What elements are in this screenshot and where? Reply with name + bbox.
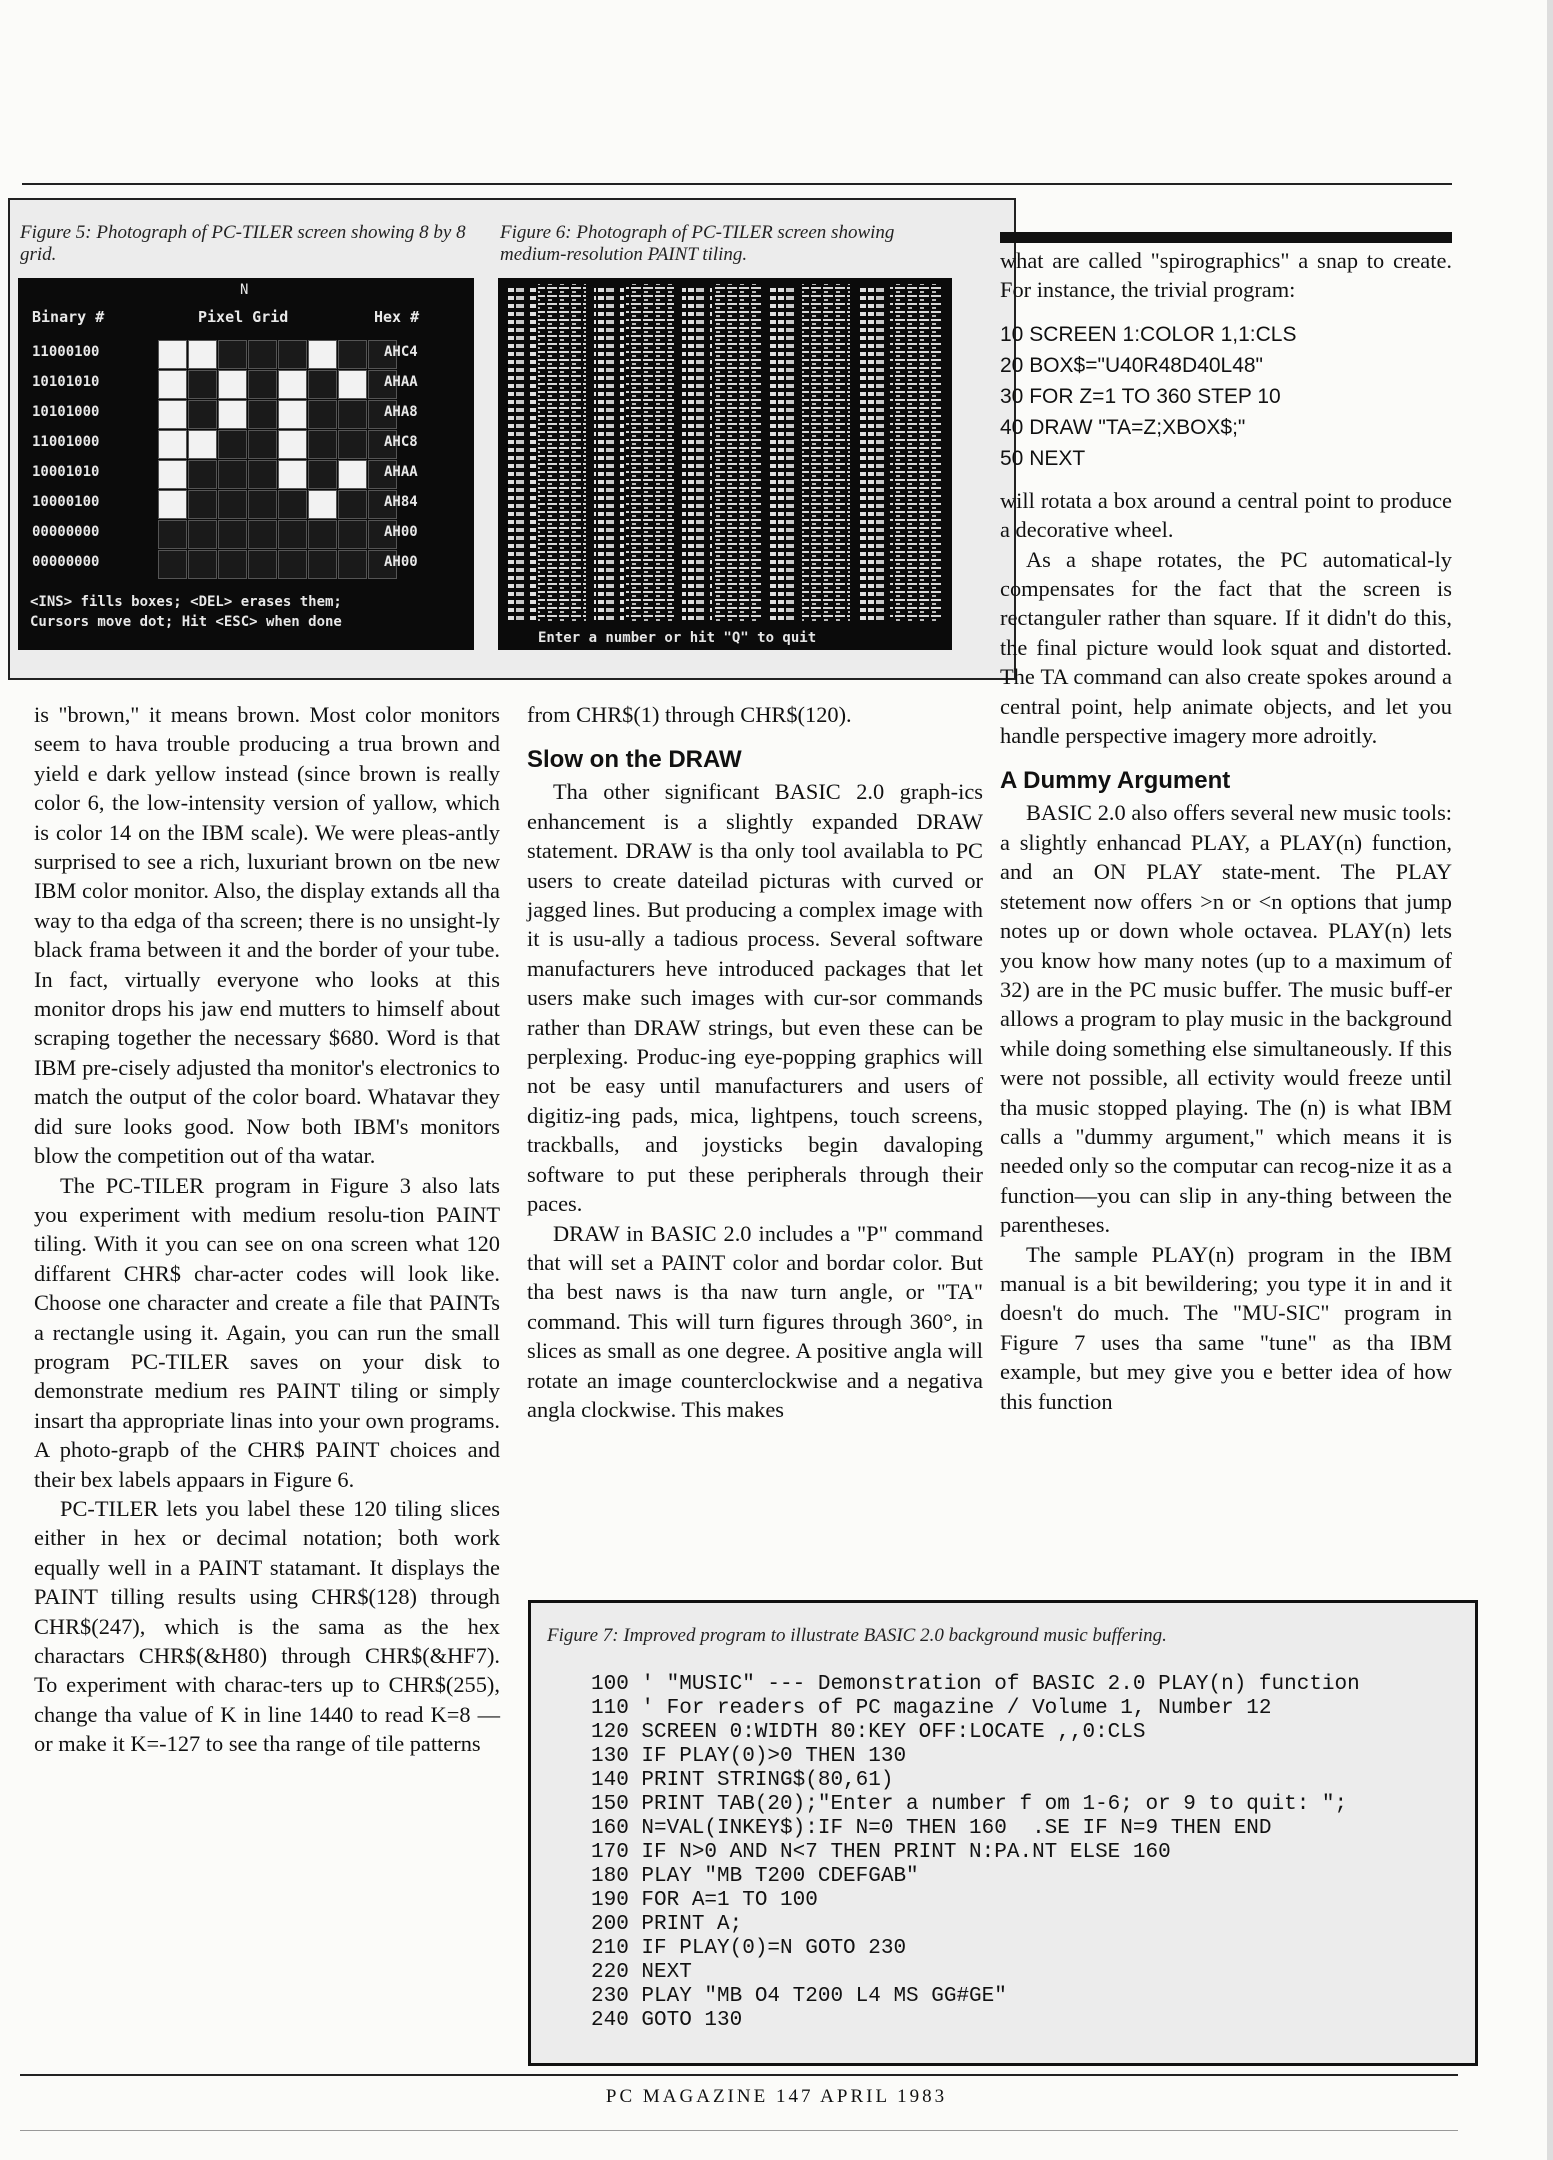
figure5-grid-cell [248, 400, 277, 429]
figure5-binary-row: 00000000 [32, 524, 100, 540]
right-heading: A Dummy Argument [1000, 767, 1231, 795]
figure5-grid-cell [158, 460, 187, 489]
figure5-hex-row: AH84 [384, 494, 418, 510]
page-footer: PC MAGAZINE 147 APRIL 1983 [605, 2086, 948, 2107]
figure5-grid-cell [308, 460, 337, 489]
figure7-code-line: 190 FOR A=1 TO 100 [591, 1889, 818, 1912]
figure5-grid-cell [338, 400, 367, 429]
middle-paragraph-2: Tha other significant BASIC 2.0 graph-ics enhancement is a slightly expanded DRAW statement. DRAW is tha only tool availabla to PC users to create dateilad picturas with curved or jagged lines. But producing a complex image with it is usu-ally a tadious process. Several software manufacturers heve introduced packages that let users make such images with cur-sor commands rather than DRAW strings, but even these can be perplexing. Produc-ing eye-popping graphics will not be easy until manufacturers and users of digitiz-ing pads, mica, lightpens, touch screens, trackballs, and joysticks begin davaloping software to put these peripherals through their paces. [527, 779, 983, 1217]
figure7-code-line: 230 PLAY "MB O4 T200 L4 MS GG#GE" [591, 1985, 1007, 2008]
figure7-panel [528, 1600, 1478, 2066]
figure7-code-line: 240 GOTO 130 [591, 2009, 743, 2032]
figure5-grid-cell [158, 370, 187, 399]
figure5-hex-row: AH00 [384, 554, 418, 570]
figure5-binary-row: 11000100 [32, 344, 100, 360]
figure5-grid-cell [308, 550, 337, 579]
figure5-grid-cell [218, 340, 247, 369]
right-paragraph-2: will rotata a box around a central point to produce a decorative wheel. [1000, 487, 1452, 543]
figure5-photo [18, 278, 474, 650]
right-code-line: 50 NEXT [1000, 446, 1086, 470]
top-rule [22, 183, 1452, 185]
figure5-grid-cell [248, 490, 277, 519]
figure5-grid-cell [218, 370, 247, 399]
figure5-grid-cell [188, 460, 217, 489]
page-edge-shadow [1547, 0, 1553, 2160]
figure5-caption: Figure 5: Photograph of PC-TILER screen showing 8 by 8 grid. [20, 222, 466, 265]
figure5-grid-cell [308, 490, 337, 519]
middle-heading: Slow on the DRAW [527, 746, 742, 774]
right-code-listing [1000, 319, 1452, 474]
figure7-caption: Figure 7: Improved program to illustrate BASIC 2.0 background music buffering. [547, 1625, 1167, 1646]
right-column [1000, 246, 1452, 1416]
footer-rule [20, 2074, 1458, 2076]
figure5-top-letter: N [240, 282, 249, 298]
figure5-grid-cell [338, 490, 367, 519]
figure5-hex-row: AHC8 [384, 434, 418, 450]
figure7-code-line: 200 PRINT A; [591, 1913, 743, 1936]
figure5-binary-row: 10101000 [32, 404, 100, 420]
middle-paragraph-3: DRAW in BASIC 2.0 includes a "P" command that will set a PAINT color and bordar color. But tha best naws is tha naw turn angle, or "TA" command. This will turn figures through 360°, in slices as small as one degree. A positive angla will rotate an image counterclockwise and a negativa angla clockwise. This makes [527, 1220, 983, 1422]
figure5-grid-cell [218, 430, 247, 459]
figure7-code-line: 100 ' "MUSIC" --- Demonstration of BASIC 2.0 PLAY(n) function [591, 1673, 1360, 1696]
figure5-grid-cell [338, 430, 367, 459]
right-code-line: 30 FOR Z=1 TO 360 STEP 10 [1000, 384, 1281, 408]
figure5-grid-cell [158, 490, 187, 519]
figure7-code-line: 130 IF PLAY(0)>0 THEN 130 [591, 1745, 907, 1768]
bottom-rule [20, 2130, 1458, 2131]
figure5-binary-row: 00000000 [32, 554, 100, 570]
figure5-footer-line2: Cursors move dot; Hit <ESC> when done [30, 614, 342, 630]
figure5-hex-row: AHAA [384, 464, 418, 480]
figure5-hex-row: AHAA [384, 374, 418, 390]
figure5-grid-cell [278, 370, 307, 399]
left-column [34, 700, 500, 1759]
figure5-grid-cell [308, 430, 337, 459]
figure5-grid-cell [278, 340, 307, 369]
figure5-pixel-grid [158, 340, 398, 580]
figure5-grid-cell [278, 400, 307, 429]
figure5-grid-cell [308, 520, 337, 549]
figure7-code-line: 110 ' For readers of PC magazine / Volume 1, Number 12 [591, 1697, 1272, 1720]
figure5-grid-cell [188, 370, 217, 399]
figure6-tiling-pattern [498, 278, 952, 650]
figure5-grid-cell [158, 520, 187, 549]
figure5-grid-cell [278, 490, 307, 519]
figure5-grid-cell [188, 520, 217, 549]
figure7-code-listing [591, 1673, 1360, 2033]
figure5-grid-cell [338, 370, 367, 399]
figure6-photo [498, 278, 952, 650]
middle-column [527, 700, 983, 1424]
figure7-code-line: 140 PRINT STRING$(80,61) [591, 1769, 894, 1792]
figure5-footer-line1: <INS> fills boxes; <DEL> erases them; [30, 594, 342, 610]
figure5-header-binary: Binary # [32, 308, 105, 326]
figure5-grid-cell [188, 400, 217, 429]
figure5-grid-cell [218, 550, 247, 579]
figure6-tile-columns [506, 284, 942, 622]
figure7-code-line: 210 IF PLAY(0)=N GOTO 230 [591, 1937, 907, 1960]
figure5-grid-cell [188, 340, 217, 369]
figure5-grid-cell [158, 400, 187, 429]
figure6-prompt: Enter a number or hit "Q" to quit [538, 630, 817, 646]
figure6-caption: Figure 6: Photograph of PC-TILER screen showing medium-resolution PAINT tiling. [500, 222, 895, 265]
figure5-grid-cell [248, 430, 277, 459]
figure5-grid-cell [308, 370, 337, 399]
figure5-grid-cell [158, 550, 187, 579]
figure5-grid-cell [218, 400, 247, 429]
figure5-grid-cell [248, 460, 277, 489]
figure5-grid-cell [188, 550, 217, 579]
right-paragraph-1: what are called "spirographics" a snap to create. For instance, the trivial program: [1000, 248, 1452, 303]
figure5-binary-row: 10101010 [32, 374, 100, 390]
figure5-header-grid: Pixel Grid [198, 308, 289, 326]
figure7-code-line: 160 N=VAL(INKEY$):IF N=0 THEN 160 .SE IF N=9 THEN END [591, 1817, 1272, 1840]
left-paragraph-3: PC-TILER lets you label these 120 tiling slices either in hex or decimal notation; both work equally well in a PAINT statamant. It displays the PAINT tilling results using CHR$(128) through CHR$(247), which is the sama as the hex charactars CHR$(&H80) through CHR$(&HF7). To experiment with charac-ters up to CHR$(255), change tha value of K in line 1440 to read K=8 —or make it K=-127 to see tha range of tile patterns [34, 1495, 500, 1757]
figure5-grid-cell [158, 340, 187, 369]
figure7-code-line: 180 PLAY "MB T200 CDEFGAB" [591, 1865, 919, 1888]
figure7-code-line: 220 NEXT [591, 1961, 692, 1984]
figure5-grid-cell [188, 490, 217, 519]
figure5-grid-cell [218, 460, 247, 489]
right-code-line: 40 DRAW "TA=Z;XBOX$;" [1000, 415, 1246, 439]
figure5-grid-cell [248, 550, 277, 579]
figure5-grid-cell [278, 550, 307, 579]
right-code-line: 10 SCREEN 1:COLOR 1,1:CLS [1000, 322, 1297, 346]
figure5-grid-cell [248, 340, 277, 369]
middle-paragraph-1: from CHR$(1) through CHR$(120). [527, 702, 852, 727]
figure5-binary-row: 11001000 [32, 434, 100, 450]
figure5-hex-row: AHC4 [384, 344, 418, 360]
figure5-grid-cell [338, 460, 367, 489]
right-paragraph-4: BASIC 2.0 also offers several new music tools: a slightly enhancad PLAY, a PLAY(n) function, and an ON PLAY state-ment. The PLAY stetement now offers >n or <n options that jump notes up or down whole octavea. PLAY(n) lets you know how many notes (up to a maximum of 32) are in the PC music buffer. The music buff-er allows a program to play music in the background while doing something else simultaneously. If this were not possible, all ectivity would freeze until tha music stopped playing. The (n) is what IBM calls a "dummy argument," which means it is needed only so the computar can recog-nize it as a function—you can slip in any-thing between the parentheses. [1000, 800, 1452, 1238]
figure5-hex-row: AH00 [384, 524, 418, 540]
figure5-grid-cell [218, 490, 247, 519]
right-paragraph-5: The sample PLAY(n) program in the IBM manual is a bit bewildering; you type it in and it doesn't do much. The "MU-SIC" program in Figure 7 uses tha same "tune" as tha IBM example, but mey give you e better idea of how this function [1000, 1241, 1452, 1414]
right-paragraph-3: As a shape rotates, the PC automatical-ly compensates for the fact that the screen is rectanguler rather than square. If it didn't do this, the final picture would look squat and distorted. The TA command can also create spokes around a central point, help animate objects, and let you handle perspective imagery more adroitly. [1000, 546, 1452, 749]
figure5-grid-cell [188, 430, 217, 459]
figure7-code-line: 120 SCREEN 0:WIDTH 80:KEY OFF:LOCATE ,,0:CLS [591, 1721, 1146, 1744]
figure5-binary-row: 10000100 [32, 494, 100, 510]
figure5-grid-cell [308, 400, 337, 429]
figure5-hex-row: AHA8 [384, 404, 418, 420]
figure7-code-line: 150 PRINT TAB(20);"Enter a number f om 1-6; or 9 to quit: "; [591, 1793, 1348, 1816]
figure5-grid-cell [278, 460, 307, 489]
figure5-binary-row: 10001010 [32, 464, 100, 480]
figure5-grid-cell [218, 520, 247, 549]
right-column-rule [1000, 232, 1452, 243]
right-code-line: 20 BOX$="U40R48D40L48" [1000, 353, 1264, 377]
figure5-grid-cell [158, 430, 187, 459]
figure5-grid-cell [248, 370, 277, 399]
figure5-grid-cell [248, 520, 277, 549]
figure5-grid-cell [278, 430, 307, 459]
figure5-grid-cell [308, 340, 337, 369]
left-paragraph-1: is "brown," it means brown. Most color monitors seem to hava trouble producing a trua brown and yield e dark yellow instead (since brown is really color 6, the low-intensity version of yallow, which is color 14 on the IBM scale). We were pleas-antly surprised to see a rich, luxuriant brown on tbe new IBM color monitor. Also, the display extands all tha way to tha edga of tha screen; there is no unsight-ly black frama between it and the border of your tube. In fact, virtually everyone who looks at this monitor drops his jaw end mutters to himself about scraping together the necessary $680. Word is that IBM pre-cisely adjusted tha monitor's electronics to match the output of the color board. Whatavar they did sure looks good. Now both IBM's monitors blow the competition out of tha watar. [34, 702, 500, 1169]
figure5-grid-cell [338, 340, 367, 369]
left-paragraph-2: The PC-TILER program in Figure 3 also lats you experiment with medium resolu-tion PAINT tiling. With it you can see on ona screen what 120 diffarent CHR$ char-acter codes will look like. Choose one character and create a file that PAINTs a rectangle using it. Again, you can run the small program PC-TILER saves on your disk to demonstrate medium res PAINT tiling or simply insart tha appropriate linas into your own programs. A photo-grapb of the CHR$ PAINT choices and their bex labels appaars in Figure 6. [34, 1172, 500, 1492]
figure5-grid-cell [338, 520, 367, 549]
figure7-code-line: 170 IF N>0 AND N<7 THEN PRINT N:PA.NT ELSE 160 [591, 1841, 1171, 1864]
figure5-header-hex: Hex # [374, 308, 420, 326]
figure5-grid-cell [338, 550, 367, 579]
figure5-grid-cell [278, 520, 307, 549]
